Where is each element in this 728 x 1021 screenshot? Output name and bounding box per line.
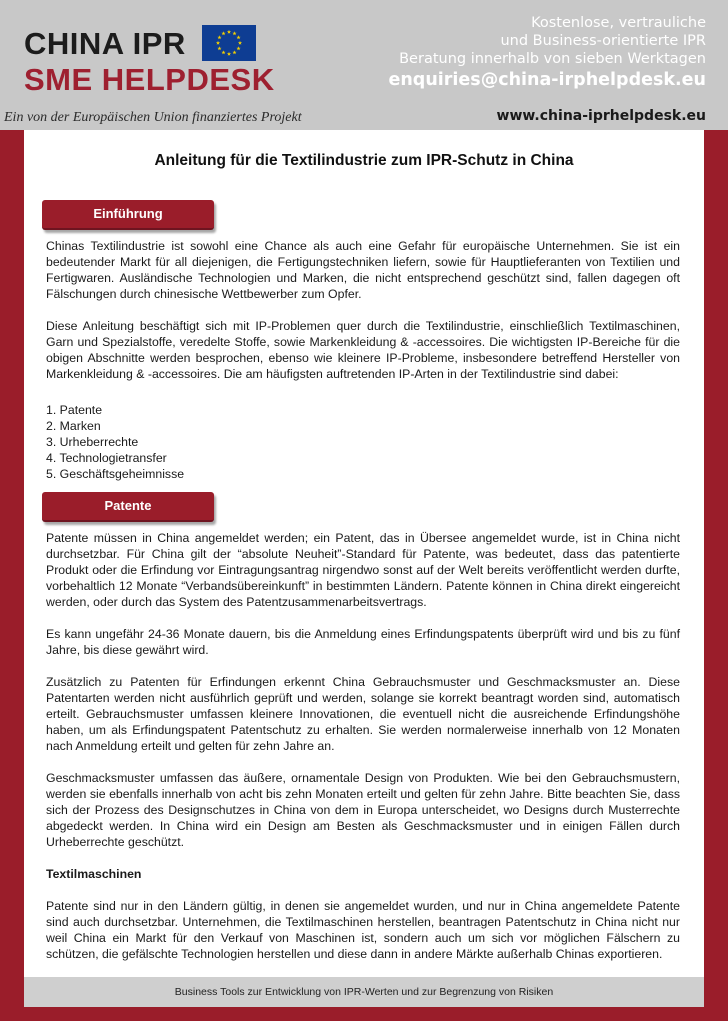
patents-paragraph-1: Patente müssen in China angemeldet werden; ein Patent, das in Übersee angemeldet wurde, ist in China nicht durchsetzbar. Für China gilt der “absolute Neuheit”-Standard für Patente, was bedeutet, dass das patentierte Produkt oder die Erfindung vor Eintragungsantrag nirgendwo sonst auf der Welt bereits veröffentlicht werden durfte, vorbehaltlich 12 Monate “Verbandsübereinkunft” in bestimmten Ländern. Patente können in China direkt eingereicht werden, oder durch das System des Patentzusammenarbeitsvertrags. xyxy=(46,531,680,609)
email-link[interactable]: enquiries@china-irphelpdesk.eu xyxy=(388,70,706,90)
list-item: 2. Marken xyxy=(46,419,101,433)
document-title: Anleitung für die Textilindustrie zum IPR-Schutz in China xyxy=(154,152,574,169)
eu-flag-icon xyxy=(202,25,256,61)
ip-types-list xyxy=(46,402,680,482)
tagline-line-3: Beratung innerhalb von sieben Werktagen xyxy=(399,51,706,67)
tagline-line-1: Kostenlose, vertrauliche xyxy=(531,15,706,31)
section-heading-patents: Patente xyxy=(42,492,214,522)
patents-paragraph-3: Zusätzlich zu Patenten für Erfindungen erkennt China Gebrauchsmuster und Geschmacksmuster an. Diese Patentarten werden nicht ausführlich geprüft und werden, solange sie korrekt beantragt worden sind, automatisch erteilt. Gebrauchsmuster umfassen kleinere Innovationen, die eventuell nicht die ausreichende Erfindungshöhe haben, um als Erfindungspatent Patentschutz zu erhalten. Sie werden normalerweise innerhalb von 12 Monaten nach Anmeldung erteilt und gelten für zehn Jahre an. xyxy=(46,675,680,753)
website-link[interactable]: www.china-iprhelpdesk.eu xyxy=(496,108,706,124)
logo-sme-helpdesk: SME HELPDESK xyxy=(24,62,275,97)
frame-border-left xyxy=(0,130,24,1021)
list-item: 5. Geschäftsgeheimnisse xyxy=(46,467,185,481)
intro-text xyxy=(46,238,680,382)
frame-border-bottom xyxy=(0,1007,728,1021)
list-item: 3. Urheberrechte xyxy=(46,435,139,449)
frame-border-right xyxy=(704,130,728,1021)
header-tagline xyxy=(399,14,706,68)
document-body xyxy=(24,130,704,977)
list-item: 1. Patente xyxy=(46,403,103,417)
eu-project-note: Ein von der Europäischen Union finanziertes Projekt xyxy=(4,110,302,125)
tagline-line-2: und Business-orientierte IPR xyxy=(500,33,706,49)
patents-text xyxy=(46,530,680,962)
intro-paragraph-2: Diese Anleitung beschäftigt sich mit IP-Problemen quer durch die Textilindustrie, einschließlich Textilmaschinen, Garn und Spezialstoffe, veredelte Stoffe, sowie Markenkleidung & -accessoires. Die wichtigsten IP-Bereiche für die obigen Abschnitte werden besprochen, ebenso wie kleinere IP-Probleme, insbesondere betreffend Hersteller von Markenkleidung & -accessoires. Die am häufigsten auftretenden IP-Arten in der Textilindustrie sind dabei: xyxy=(46,319,680,381)
page-header xyxy=(0,0,728,130)
patents-paragraph-2: Es kann ungefähr 24-36 Monate dauern, bis die Anmeldung eines Erfindungspatents überprüft wird und bis zu fünf Jahre, bis diese gewährt wird. xyxy=(46,627,680,657)
logo-china-ipr: CHINA IPR xyxy=(24,26,186,61)
patents-paragraph-4: Geschmacksmuster umfassen das äußere, ornamentale Design von Produkten. Wie bei den Gebrauchsmustern, werden sie ebenfalls innerhalb von acht bis zehn Monaten erteilt und gelten für zehn Jahre. Bitte beachten Sie, dass sich der Prozess des Designschutzes in China von dem in Europa unterscheidet, wo Designs durch Musterrechte abgedeckt werden. In China wird ein Design am Besten als Geschmacksmuster und in einigen Fällen durch Urheberrechte geschützt. xyxy=(46,771,680,849)
subheading-textile-machines: Textilmaschinen xyxy=(46,867,142,881)
section-heading-intro: Einführung xyxy=(42,200,214,230)
page-footer: Business Tools zur Entwicklung von IPR-Werten und zur Begrenzung von Risiken xyxy=(24,977,704,1007)
list-item: 4. Technologietransfer xyxy=(46,451,167,465)
patents-paragraph-5: Patente sind nur in den Ländern gültig, in denen sie angemeldet wurden, und nur in China angemeldete Patente sind auch durchsetzbar. Unternehmen, die Textilmaschinen herstellen, beantragen Patentschutz in China nicht nur weil China ein Markt für den Verkauf von Maschinen ist, sondern auch um sich vor möglichen Fälschern zu schützen, die gefälschte Technologien herstellen und diese dann in andere Märkte außerhalb Chinas exportieren. xyxy=(46,899,680,961)
intro-paragraph-1: Chinas Textilindustrie ist sowohl eine Chance als auch eine Gefahr für europäische Unternehmen. Sie ist ein bedeutender Markt für all diejenigen, die Fertigungstechniken liefern, sowie für Hauptlieferanten von Textilien und Fertigwaren. Ausländische Technologien und Marken, die nicht entsprechend geschützt sind, fallen dagegen oft Fälschungen durch chinesische Wettbewerber zum Opfer. xyxy=(46,239,680,301)
eu-flag-stars xyxy=(202,25,256,61)
